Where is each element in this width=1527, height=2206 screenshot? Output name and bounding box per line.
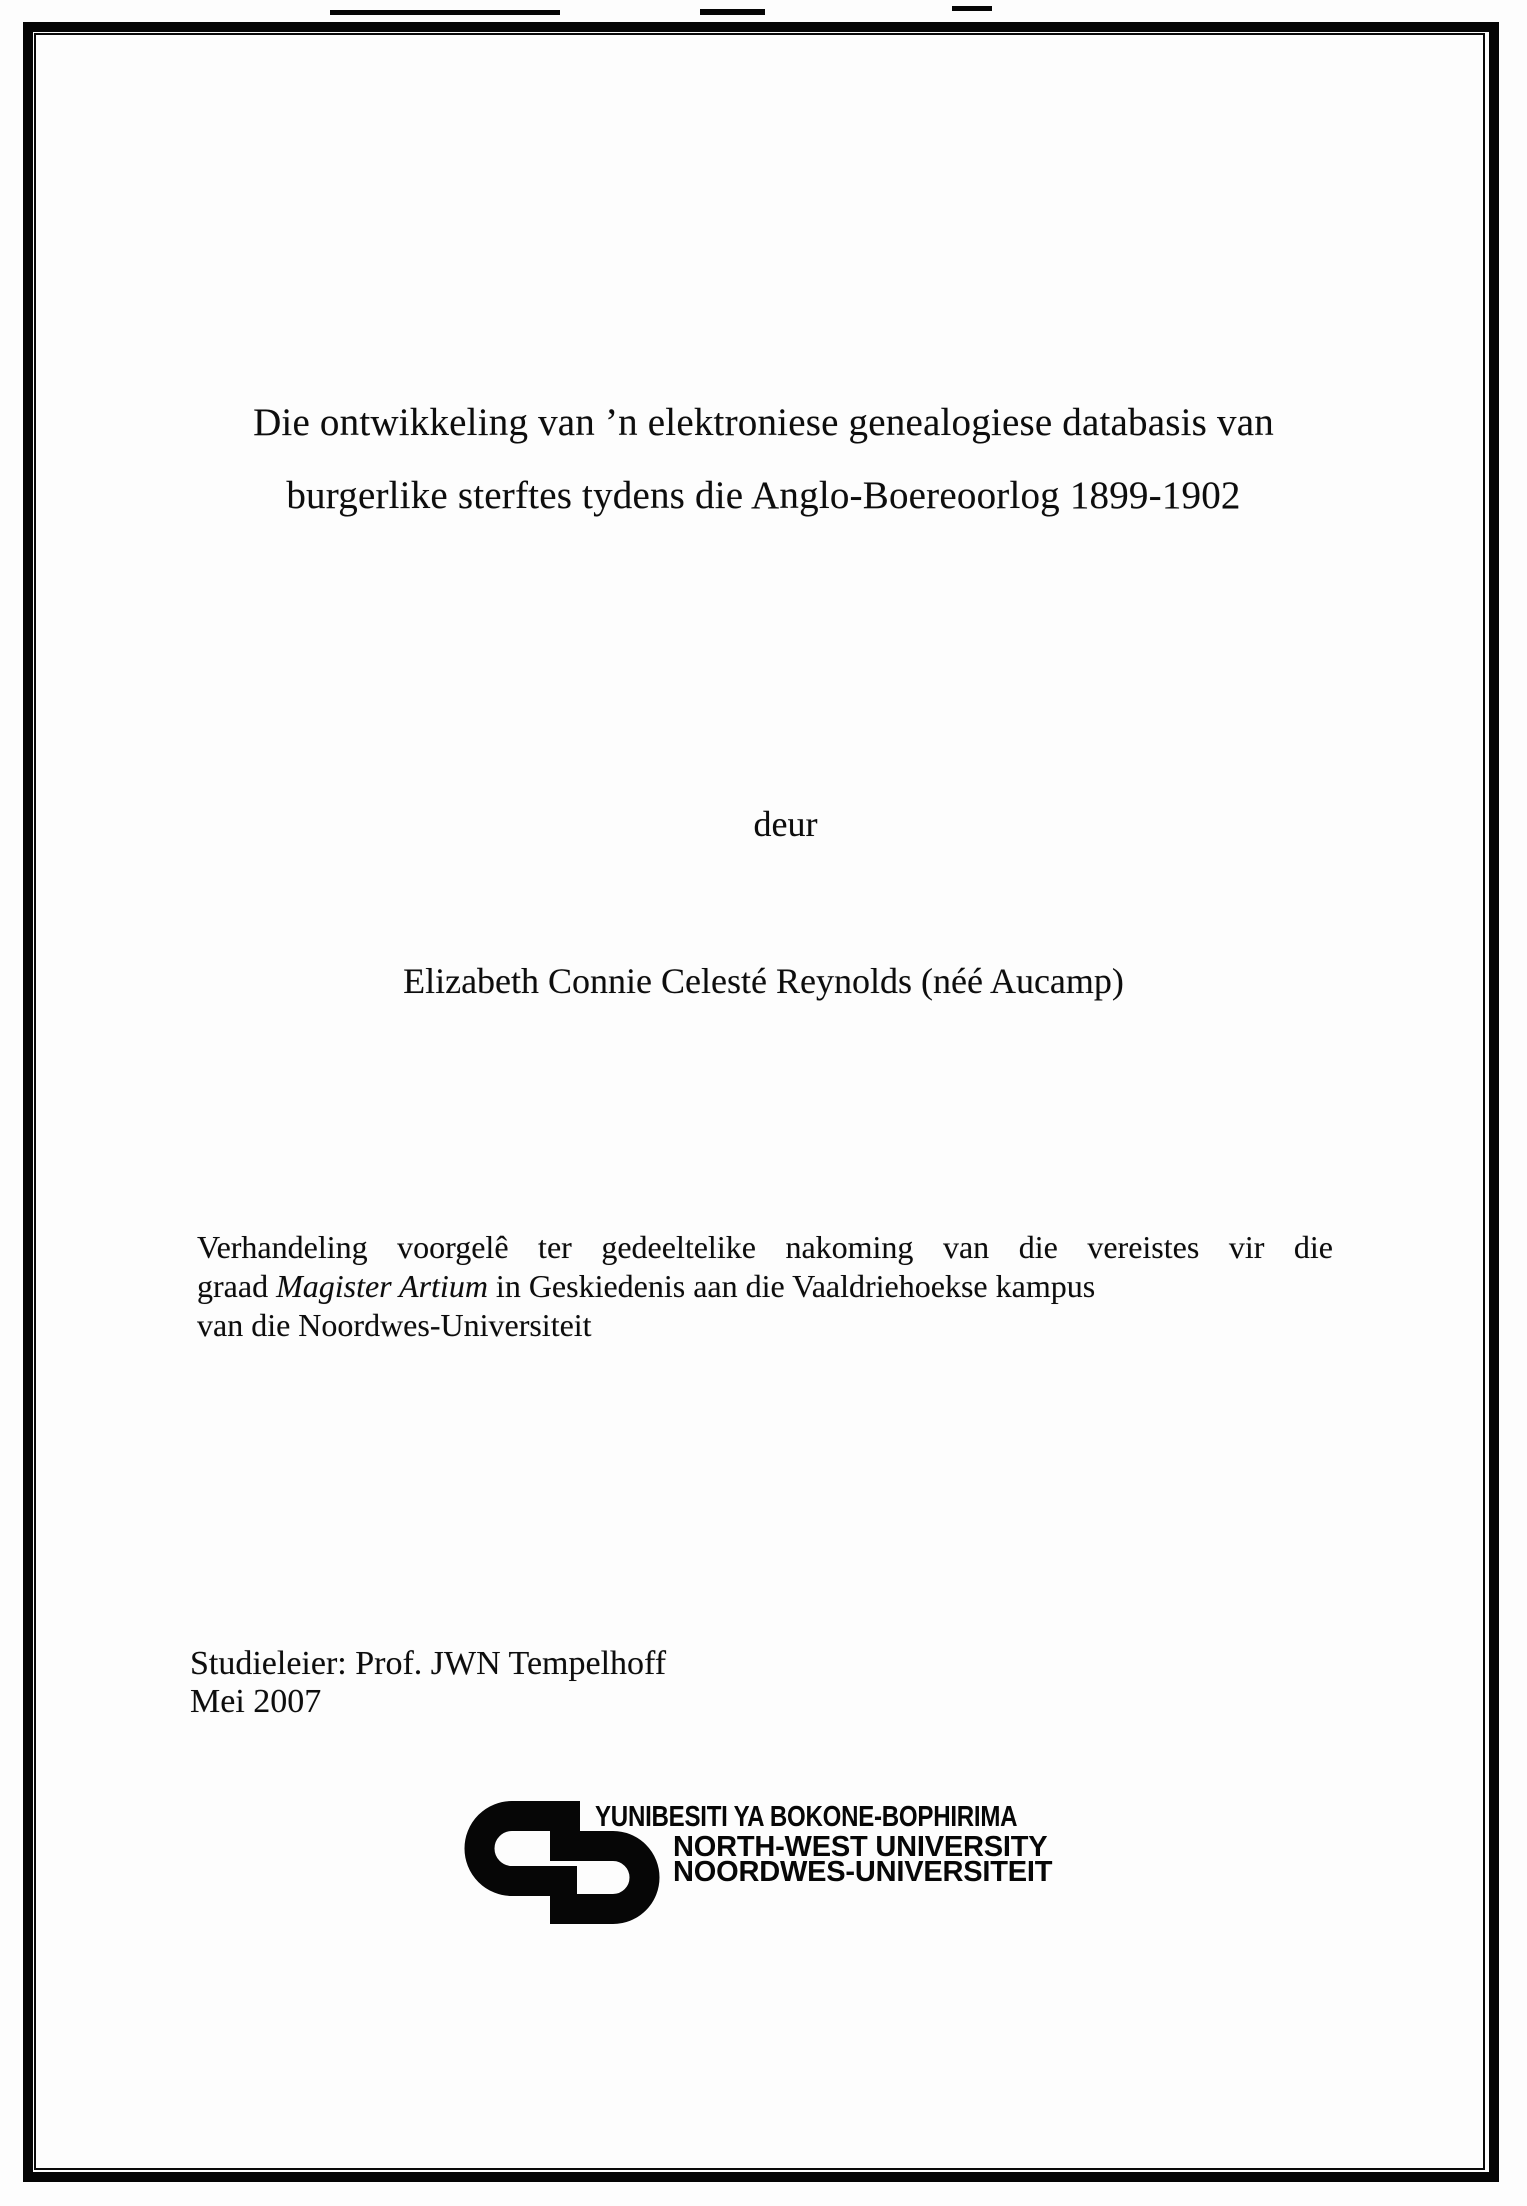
- statement-line-2: [197, 1267, 1333, 1306]
- university-name-setswana: [595, 1803, 1104, 1831]
- statement-line-2-suffix: in Geskiedenis aan die Vaaldriehoekse kampus: [487, 1268, 1096, 1304]
- byline-label: deur: [753, 804, 818, 844]
- supervisor-block: [190, 1645, 666, 1721]
- scan-artifact: [330, 10, 560, 15]
- thesis-title-line-1: Die ontwikkeling van ’n elektroniese genealogiese databasis van: [253, 401, 1274, 444]
- university-name-english: NORTH-WEST UNIVERSITY: [673, 1831, 1048, 1863]
- statement-line-2-prefix: graad: [197, 1268, 277, 1304]
- date-line: Mei 2007: [190, 1683, 322, 1720]
- author-name: Elizabeth Connie Celesté Reynolds (néé Aucamp): [403, 961, 1124, 1001]
- statement-line-3: van die Noordwes-Universiteit: [197, 1307, 592, 1343]
- scan-artifact: [700, 9, 765, 15]
- university-name-setswana-text: YUNIBESITI YA BOKONE-BOPHIRIMA: [595, 1801, 1018, 1833]
- university-name-afrikaans: NOORDWES-UNIVERSITEIT: [673, 1856, 1053, 1888]
- supervisor-line: Studieleier: Prof. JWN Tempelhoff: [190, 1645, 667, 1682]
- statement-line-1: Verhandeling voorgelê ter gedeeltelike nakoming van die vereistes vir die: [197, 1229, 1333, 1265]
- submission-statement: [197, 1228, 1333, 1345]
- thesis-title-line-2: burgerlike sterftes tydens die Anglo-Boereoorlog 1899-1902: [286, 474, 1241, 517]
- scan-artifact: [952, 6, 992, 11]
- degree-name-italic: Magister Artium: [276, 1268, 488, 1304]
